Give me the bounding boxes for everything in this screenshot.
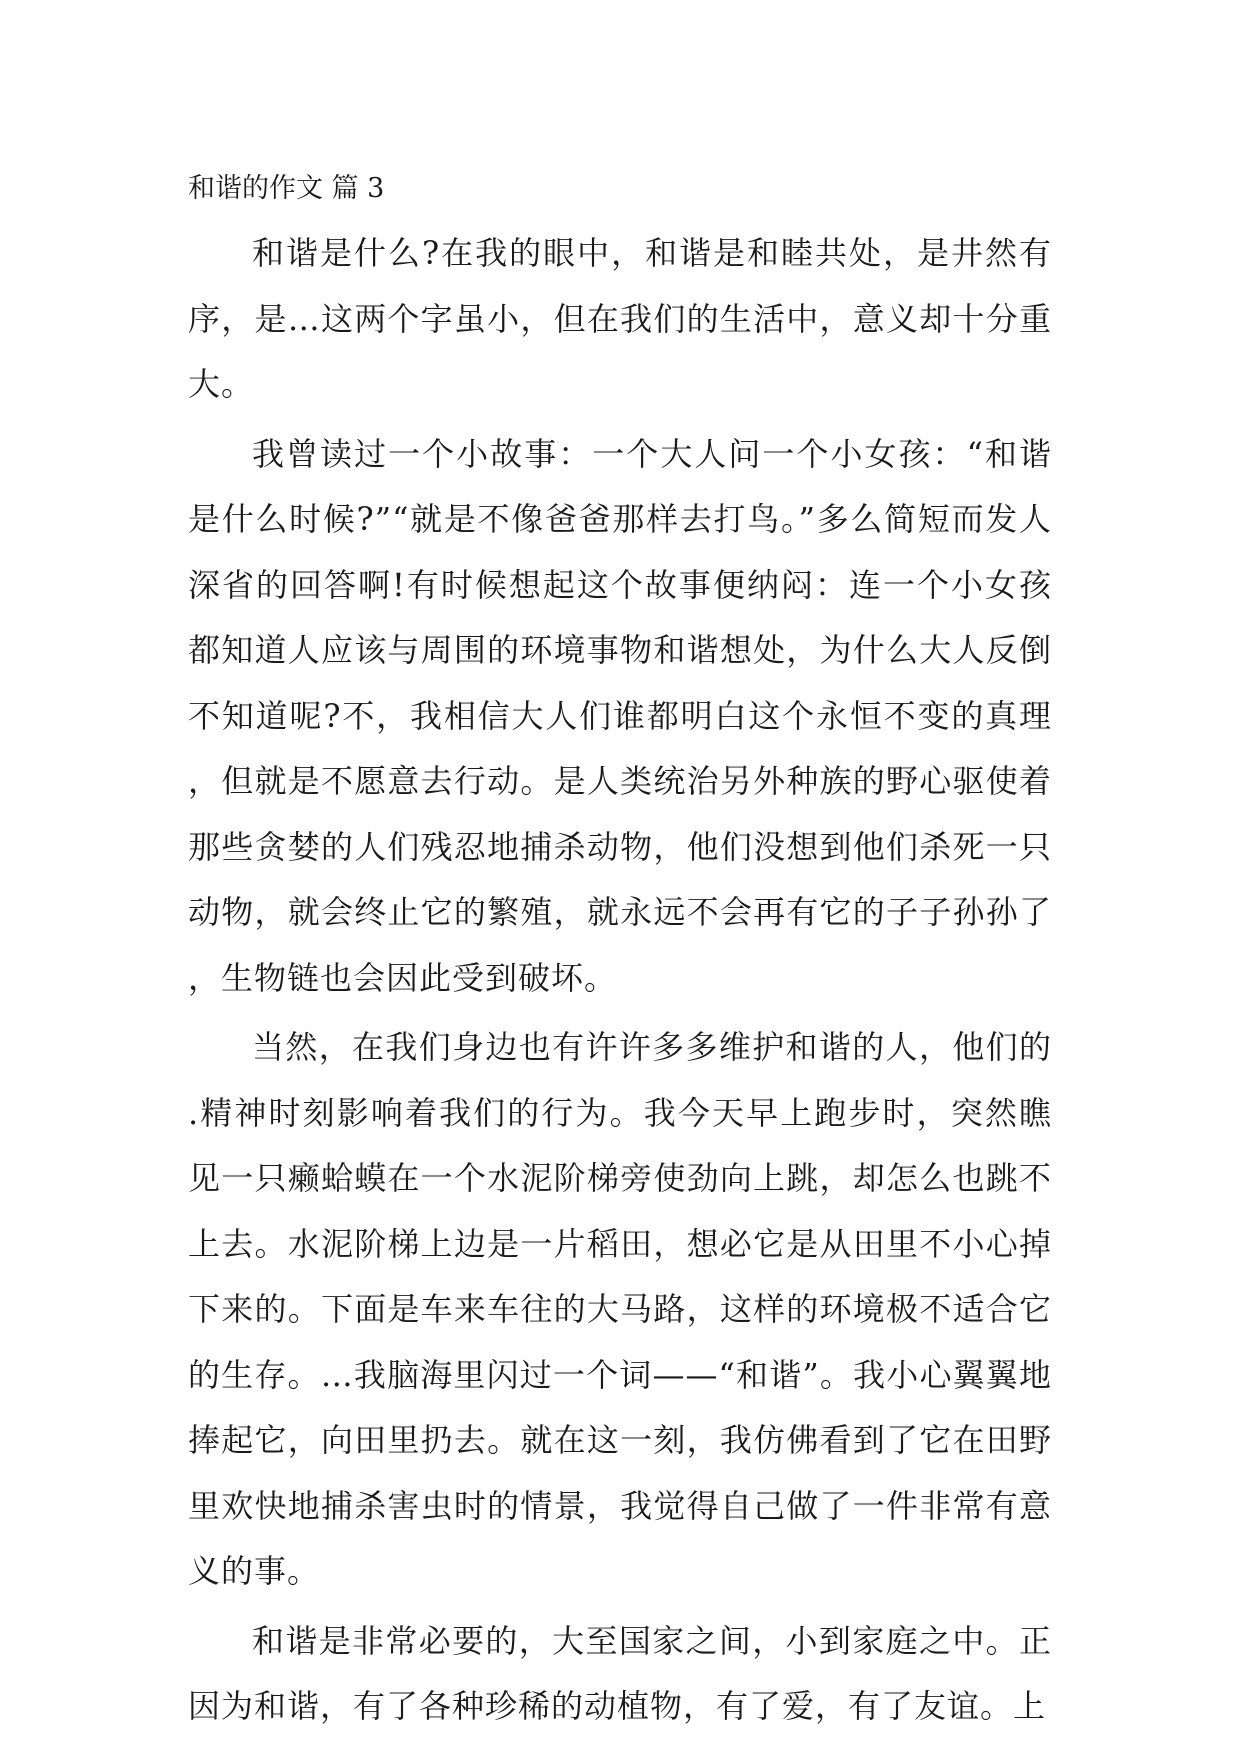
paragraph-3: 当然，在我们身边也有许许多多维护和谐的人，他们的.精神时刻影响着我们的行为。我今天早上跑步时，突然瞧见一只癞蛤蟆在一个水泥阶梯旁使劲向上跳，却怎么也跳不上去。水泥阶梯上边是一片稻田，想必它是从田里不小心掉下来的。下面是车来车往的大马路，这样的环境极不适合它的生存。…我脑海里闪过一个词——“和谐”。我小心翼翼地捧起它，向田里扔去。就在这一刻，我仿佛看到了它在田野里欢快地捕杀害虫时的情景，我觉得自己做了一件非常有意义的事。 <box>188 1028 1052 1590</box>
document-page <box>188 160 1052 1744</box>
paragraph-4: 和谐是非常必要的，大至国家之间，小到家庭之中。正因为和谐，有了各种珍稀的动植物，有了爱，有了友谊。上 <box>188 1621 1052 1725</box>
paragraph-2: 我曾读过一个小故事：一个大人问一个小女孩：“和谐是什么时候?”“就是不像爸爸那样去打鸟。”多么简短而发人深省的回答啊!有时候想起这个故事便纳闷：连一个小女孩都知道人应该与周围的环境事物和谐想处，为什么大人反倒不知道呢?不，我相信大人们谁都明白这个永恒不变的真理，但就是不愿意去行动。是人类统治另外种族的野心驱使着那些贪婪的人们残忍地捕杀动物，他们没想到他们杀死一只动物，就会终止它的繁殖，就永远不会再有它的子子孙孙了，生物链也会因此受到破坏。 <box>188 434 1052 997</box>
document-title: 和谐的作文 篇 3 <box>188 173 385 204</box>
paragraph-1: 和谐是什么?在我的眼中，和谐是和睦共处，是井然有序，是…这两个字虽小，但在我们的生活中，意义却十分重大。 <box>188 234 1052 403</box>
